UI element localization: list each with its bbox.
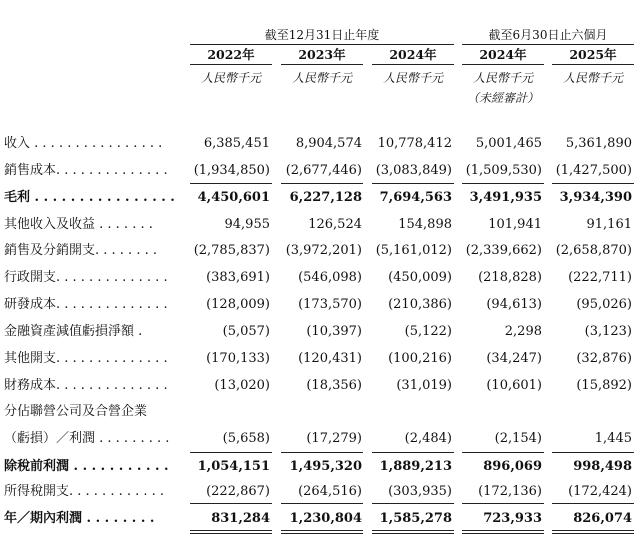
total-rule [190,503,272,504]
row-value: (120,431) [298,351,362,366]
row-value: 723,933 [483,511,542,526]
table-row [0,187,640,209]
row-value: (95,026) [576,297,632,312]
row-value: 1,889,213 [379,459,452,474]
row-value: (10,601) [486,378,542,393]
row-value: 10,778,412 [377,136,452,151]
unit-label: 人民幣千元 [291,71,352,85]
row-label: 毛利 . . . . . . . . . . . . . . . . [4,190,175,205]
row-label: 行政開支. . . . . . . . . . . . . . [4,270,168,285]
row-value: 826,074 [573,511,632,526]
subtotal-rule [552,452,634,453]
double-underline [190,530,272,531]
year-rule [372,64,454,65]
subtotal-rule [462,452,544,453]
total-rule [372,503,454,504]
row-value: (172,136) [478,484,542,499]
row-value: 3,491,935 [469,190,542,205]
year-rule [552,64,634,65]
row-value: 1,585,278 [379,511,452,526]
subtotal-rule [372,452,454,453]
row-value: 101,941 [488,217,542,232]
double-underline [552,533,634,534]
table-row [0,348,640,370]
row-value: (172,424) [568,484,632,499]
row-label: 年／期內利潤 . . . . . . . . [4,511,155,526]
row-label: 銷售及分銷開支. . . . . . . . [4,243,157,258]
table-row [0,456,640,478]
row-value: 5,361,890 [565,136,632,151]
row-label: 銷售成本. . . . . . . . . . . . . . [4,163,168,178]
row-value: 5,001,465 [475,136,542,151]
unaudited-note: （未經審計） [466,91,539,105]
row-value: (2,785,837) [193,243,270,258]
row-value: (17,279) [306,431,362,446]
double-underline [552,530,634,531]
year-rule [281,64,363,65]
row-value: (222,711) [568,270,632,285]
year-header: 2022年 [207,47,255,62]
row-label: （虧損）／利潤 . . . . . . . . . [4,431,170,446]
subtotal-rule [281,452,363,453]
row-value: (264,516) [298,484,362,499]
row-value: (303,935) [388,484,452,499]
row-value: (31,019) [396,378,452,393]
row-value: (450,009) [388,270,452,285]
row-value: 831,284 [211,511,270,526]
row-value: (2,658,870) [555,243,632,258]
row-label: 財務成本. . . . . . . . . . . . . . [4,378,168,393]
table-row [0,214,640,236]
subtotal-rule [281,183,363,184]
double-underline [281,530,363,531]
double-underline [372,530,454,531]
row-value: (173,570) [298,297,362,312]
double-underline [372,533,454,534]
row-value: (546,098) [298,270,362,285]
year-rule [190,64,272,65]
year-rule [462,64,544,65]
double-underline [190,533,272,534]
double-underline [462,533,544,534]
row-value: 94,955 [224,217,270,232]
year-header: 2024年 [389,47,437,62]
row-value: (2,677,446) [285,163,362,178]
table-row [0,294,640,316]
total-rule [281,503,363,504]
row-value: (32,876) [576,351,632,366]
row-value: 896,069 [483,459,542,474]
table-row [0,240,640,262]
subtotal-rule [190,452,272,453]
subtotal-rule [372,183,454,184]
row-value: (10,397) [306,324,362,339]
half-year-group-header: 截至6月30日止六個月 [488,28,608,42]
row-value: (210,386) [388,297,452,312]
unit-label: 人民幣千元 [382,71,443,85]
table-row [0,375,640,397]
row-value: (2,484) [404,431,452,446]
year-header: 2025年 [569,47,617,62]
total-rule [552,503,634,504]
subtotal-rule [462,183,544,184]
row-label: 研發成本. . . . . . . . . . . . . . [4,297,168,312]
unit-label: 人民幣千元 [472,71,533,85]
row-value: 8,904,574 [295,136,362,151]
row-value: (2,154) [494,431,542,446]
row-value: (222,867) [206,484,270,499]
table-row [0,267,640,289]
table-row [0,401,640,423]
header-rule [462,44,634,45]
row-value: (3,083,849) [375,163,452,178]
row-value: 1,054,151 [197,459,270,474]
row-label: 所得稅開支. . . . . . . . . . . . [4,484,165,499]
row-value: (5,122) [404,324,452,339]
row-value: 6,385,451 [203,136,270,151]
row-value: (218,828) [478,270,542,285]
unit-label: 人民幣千元 [562,71,623,85]
table-row [0,133,640,155]
row-value: 6,227,128 [289,190,362,205]
row-value: (1,934,850) [193,163,270,178]
row-label: 收入 . . . . . . . . . . . . . . . . [4,136,163,151]
table-row [0,508,640,530]
row-value: (5,057) [222,324,270,339]
row-value: (34,247) [486,351,542,366]
row-value: 91,161 [586,217,632,232]
row-value: (15,892) [576,378,632,393]
row-label: 其他開支. . . . . . . . . . . . . . [4,351,168,366]
total-rule [462,503,544,504]
row-value: 4,450,601 [197,190,270,205]
row-value: (13,020) [214,378,270,393]
double-underline [281,533,363,534]
table-row [0,428,640,450]
row-value: (170,133) [206,351,270,366]
row-label: 除稅前利潤 . . . . . . . . . . . [4,459,169,474]
year-header: 2023年 [298,47,346,62]
row-value: (3,972,201) [285,243,362,258]
row-value: 1,445 [594,431,632,446]
row-value: (128,009) [206,297,270,312]
row-value: (383,691) [206,270,270,285]
row-value: (1,427,500) [555,163,632,178]
row-value: 1,230,804 [289,511,362,526]
row-value: 3,934,390 [559,190,632,205]
row-value: 154,898 [398,217,452,232]
row-value: 1,495,320 [289,459,362,474]
row-value: (3,123) [584,324,632,339]
row-value: (2,339,662) [465,243,542,258]
year-header: 2024年 [479,47,527,62]
row-value: (100,216) [388,351,452,366]
subtotal-rule [190,183,272,184]
unit-label: 人民幣千元 [200,71,261,85]
subtotal-rule [552,183,634,184]
row-value: (5,658) [222,431,270,446]
row-value: (94,613) [486,297,542,312]
header-rule [190,44,454,45]
row-value: (1,509,530) [465,163,542,178]
double-underline [462,530,544,531]
full-year-group-header: 截至12月31日止年度 [264,28,380,42]
table-row [0,481,640,503]
table-row [0,160,640,182]
table-row [0,321,640,343]
row-value: 2,298 [504,324,542,339]
row-value: 126,524 [308,217,362,232]
row-label: 金融資產減值虧損淨額 . [4,324,143,339]
row-label: 分佔聯營公司及合營企業 [4,404,148,419]
row-value: 998,498 [573,459,632,474]
row-value: (5,161,012) [375,243,452,258]
row-label: 其他收入及收益 . . . . . . . [4,217,153,232]
row-value: (18,356) [306,378,362,393]
row-value: 7,694,563 [379,190,452,205]
